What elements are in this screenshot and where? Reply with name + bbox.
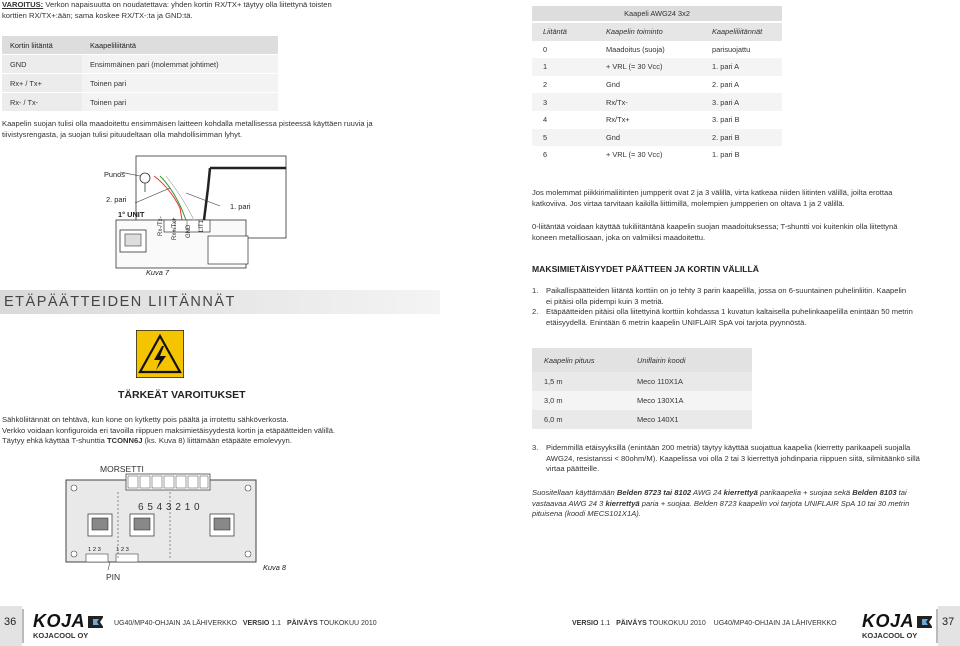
brand-wordmark: KOJA [33,611,86,631]
tconn-code: TCONN6J [106,436,143,445]
rec-cable-1: Belden 8723 tai 8102 [616,488,692,497]
item-number: 1. [532,286,539,295]
important-text [2,415,442,447]
rec-text: Suositellaan käyttämään [532,488,617,497]
warning-label: VAROITUS: [2,0,44,9]
cable-cell: 5 [532,129,595,147]
cable-cell: 3 [532,93,595,111]
date-label-right: PÄIVÄYS [616,620,647,627]
important-line3-a: Täytyy ehkä käyttää T-shunttia [2,436,107,445]
page-number-left: 36 [4,616,17,628]
cable-cell: 3. pari A [701,93,782,111]
cable-cell: 2. pari B [701,129,782,147]
pin-table-header-2: Kaapeliliitäntä [82,36,278,55]
footer-right-text [572,620,837,627]
item1-line2: ei pitäisi olla pidempi kuin 3 metriä. [546,296,664,306]
cable-cell: 1. pari A [701,58,782,76]
length-header-2: Uniflairin koodi [625,348,752,372]
punos-label: Punos [104,170,125,179]
important-heading: TÄRKEÄT VAROITUKSET [118,389,246,401]
pair1-label: 1. pari [230,202,251,211]
version-right: 1.1 [600,620,611,627]
rec-cable-2: Belden 8103 [852,488,897,497]
length-cell: 6,0 m [532,410,625,429]
item3 [532,443,957,475]
max-distance-list [532,286,957,328]
table-row [2,93,278,112]
pin-table-header-1: Kortin liitäntä [2,36,82,55]
terminal-digits: 6 5 4 3 2 1 0 [138,502,201,513]
cable-cell: 2 [532,76,595,94]
footer-left-text [114,620,377,627]
table-row [532,372,752,391]
cable-cell: 1 [532,58,595,76]
cable-table [532,6,782,164]
ground-note [532,222,957,243]
cable-cell: 1. pari B [701,146,782,164]
doc-title-left: UG40/MP40-OHJAIN JA LÄHIVERKKO [114,620,237,627]
important-line1: Sähköliitännät on tehtävä, kun kone on kytketty pois päältä ja irrotettu sähköverkosta. [2,415,289,424]
pin-table [2,36,278,112]
cable-cell: 6 [532,146,595,164]
table-row [2,74,278,93]
table-row [532,146,782,164]
cable-cell: 0 [532,41,595,59]
version-label-right: VERSIO [572,620,599,627]
item3-line1: Pidemmillä etäisyyksillä (enintään 200 metriä) täytyy käyttää suojattua kaapelia (kierretty parikaapeli suojalla [546,443,911,452]
warning-sign-icon [136,330,184,378]
rec-text: kierrettyä [723,488,758,497]
top-warning [2,0,452,21]
cable-cell: + VRL (= 30 Vcc) [595,146,701,164]
cable-cell: 4 [532,111,595,129]
ground-note-line1: 0-liitäntää voidaan käyttää tukiliitäntänä kaapelin suojan maadoituksessa; T-shuntti voi kuitenkin olla liitettynä [532,222,898,231]
cable-cell: parisuojattu [701,41,782,59]
length-cell: 1,5 m [532,372,625,391]
company-name-right: KOJACOOL OY [862,631,918,640]
doc-title-right: UG40/MP40-OHJAIN JA LÄHIVERKKO [713,620,837,627]
important-line3-b: (ks. Kuva 8) liittämään etäpääte emolevyyn. [142,436,292,445]
pin-cell: Rx+ / Tx+ [2,74,82,93]
figure7-caption: Kuva 7 [146,268,170,277]
ground-note-line2: koneen metalliosaan, joka on valmiiksi maadoitettu. [532,232,706,242]
shield-note-line2: tiivistysrengasta, ja suojan tulisi pituudeltaan olla mahdollisimman lyhyt. [2,129,243,139]
pin-cell: Ensimmäinen pari (molemmat johtimet) [82,55,278,74]
item3-line3: virtaa päätteille. [546,464,600,473]
cable-header-1: Liitäntä [532,23,595,41]
term-lit: LIT1 [199,219,205,232]
cable-cell: Maadoitus (suoja) [595,41,701,59]
term-rx-minus: Rx-/Tx- [158,216,164,236]
cable-cell: Gnd [595,129,701,147]
recommendation [532,488,957,520]
warning-line1: Verkon napaisuutta on noudatettava: yhden kortin RX/TX+ täytyy olla liitettynä toisten [45,0,332,9]
table-row [532,111,782,129]
rec-text: pituisena (koodi MECS101X1A). [532,509,641,518]
cable-header-2: Kaapelin toiminto [595,23,701,41]
table-row [532,391,752,410]
rec-text: parikaapelia + suojaa sekä [757,488,853,497]
item3-line2: AWG24, resistanssi < 80ohm/M). Kaapelissa voi olla 2 tai 3 kierrettyä johdinparia riippuen siitä, silmitäänkö sillä [546,453,920,463]
table-row [2,55,278,74]
cable-cell: Gnd [595,76,701,94]
shield-note [2,119,422,140]
item1-line1: Paikallispäätteiden liitäntä korttiin on jo tehty 3 parin kaapelilla, jossa on 6-suuntainen puhelinliitin. Kaapelin [546,286,907,295]
company-name-left: KOJACOOL OY [33,631,89,640]
table-row [532,76,782,94]
length-cell: Meco 130X1A [625,391,752,410]
warning-line2: korttien RX/TX+:ään; sama koskee RX/TX-:ta ja GND:tä. [2,10,193,20]
item-number: 2. [532,307,539,316]
jumper-note-line2: katkoviiva. Jos virtaa tarvitaan kaikilla liittimillä, molempien jumpperien on oltava 1 ja 2 välillä. [532,198,845,208]
table-row [532,58,782,76]
date-label-left: PÄIVÄYS [286,620,318,627]
rec-text: vastaavaa AWG 24 3 [532,498,606,508]
page-number-right: 37 [942,616,955,628]
koja-mark-icon [86,613,103,631]
table-row [532,129,782,147]
list-item [532,286,957,307]
term-rx-plus: Rx+/Tx+ [172,217,178,240]
cable-cell: Rx/Tx- [595,93,701,111]
jumper2-label: 1 2 3 [116,547,129,553]
version-left: 1.1 [271,620,282,627]
figure-8 [60,462,300,587]
rec-text: AWG 24 [691,488,724,497]
term-gnd: GND [186,224,192,238]
jumper-note [532,188,957,209]
table-row [532,41,782,59]
pin-cell: Toinen pari [82,74,278,93]
length-cell: Meco 140X1 [625,410,752,429]
figure8-caption: Kuva 8 [263,563,287,572]
pin-cell: Rx- / Tx- [2,93,82,112]
pair2-label: 2. pari [106,195,127,204]
rec-text: paria + suojaa. Belden 8723 kaapelin voi tarjota UNIFLAIR SpA 10 tai 30 metrin [639,498,910,508]
length-header-1: Kaapelin pituus [532,348,625,372]
rec-text: kierrettyä [605,498,640,508]
important-line2: Verkko voidaan konfiguroida eri tavoilla riippuen maksimietäisyydestä kortin ja etäpäätteiden välillä. [2,425,336,435]
length-cell: 3,0 m [532,391,625,410]
max-distance-heading: MAKSIMIETÄISYYDET PÄÄTTEEN JA KORTIN VÄLILLÄ [532,264,759,274]
unit-label: 1° UNIT [118,210,145,219]
pin-cell: Toinen pari [82,93,278,112]
cable-cell: + VRL (= 30 Vcc) [595,58,701,76]
item2-line2: etäisyydellä. Enintään 6 metrin kaapelin UNIFLAIR SpA voi tarjota pyynnöstä. [546,317,807,327]
cable-length-table [532,348,752,429]
pin-cell: GND [2,55,82,74]
section-title: ETÄPÄÄTTEIDEN LIITÄNNÄT [4,294,236,310]
koja-logo-right [862,611,932,643]
jumper1-label: 1 2 3 [88,547,101,553]
cable-header-3: Kaapeliliitännät [701,23,782,41]
jumper-note-line1: Jos molemmat piikkirimaliitinten jumpperit ovat 2 ja 3 välillä, virta katkeaa niiden liitinten välillä, joilta erottaa [532,188,893,197]
koja-mark-icon [915,613,932,631]
version-label-left: VERSIO [242,620,270,627]
cable-table-caption: Kaapeli AWG24 3x2 [532,6,782,21]
table-row [532,93,782,111]
koja-logo-left [33,611,103,643]
date-left: TOUKOKUU 2010 [319,620,377,627]
figure-7 [90,148,330,278]
length-cell: Meco 110X1A [625,372,752,391]
section-header [0,290,450,314]
rec-text: tai [896,488,907,497]
cable-cell: Rx/Tx+ [595,111,701,129]
morsetti-label: MORSETTI [100,464,144,474]
item-number: 3. [532,443,539,452]
item2-line1: Etäpäätteiden pitäisi olla liitettyinä korttiin kohdassa 1 kuvatun kaltaisella puhelinkaapelilla enintään 50 metrin [546,307,913,316]
cable-cell: 3. pari B [701,111,782,129]
date-right: TOUKOKUU 2010 [648,620,706,627]
cable-cell: 2. pari A [701,76,782,94]
table-row [532,410,752,429]
list-item [532,307,957,328]
brand-wordmark: KOJA [862,611,915,631]
footer [0,606,960,646]
shield-note-line1: Kaapelin suojan tulisi olla maadoitettu ensimmäisen laitteen kohdalla metallisessa pisteessä käyttäen ruuvia ja [2,119,373,128]
pin-label: PIN [106,572,121,582]
